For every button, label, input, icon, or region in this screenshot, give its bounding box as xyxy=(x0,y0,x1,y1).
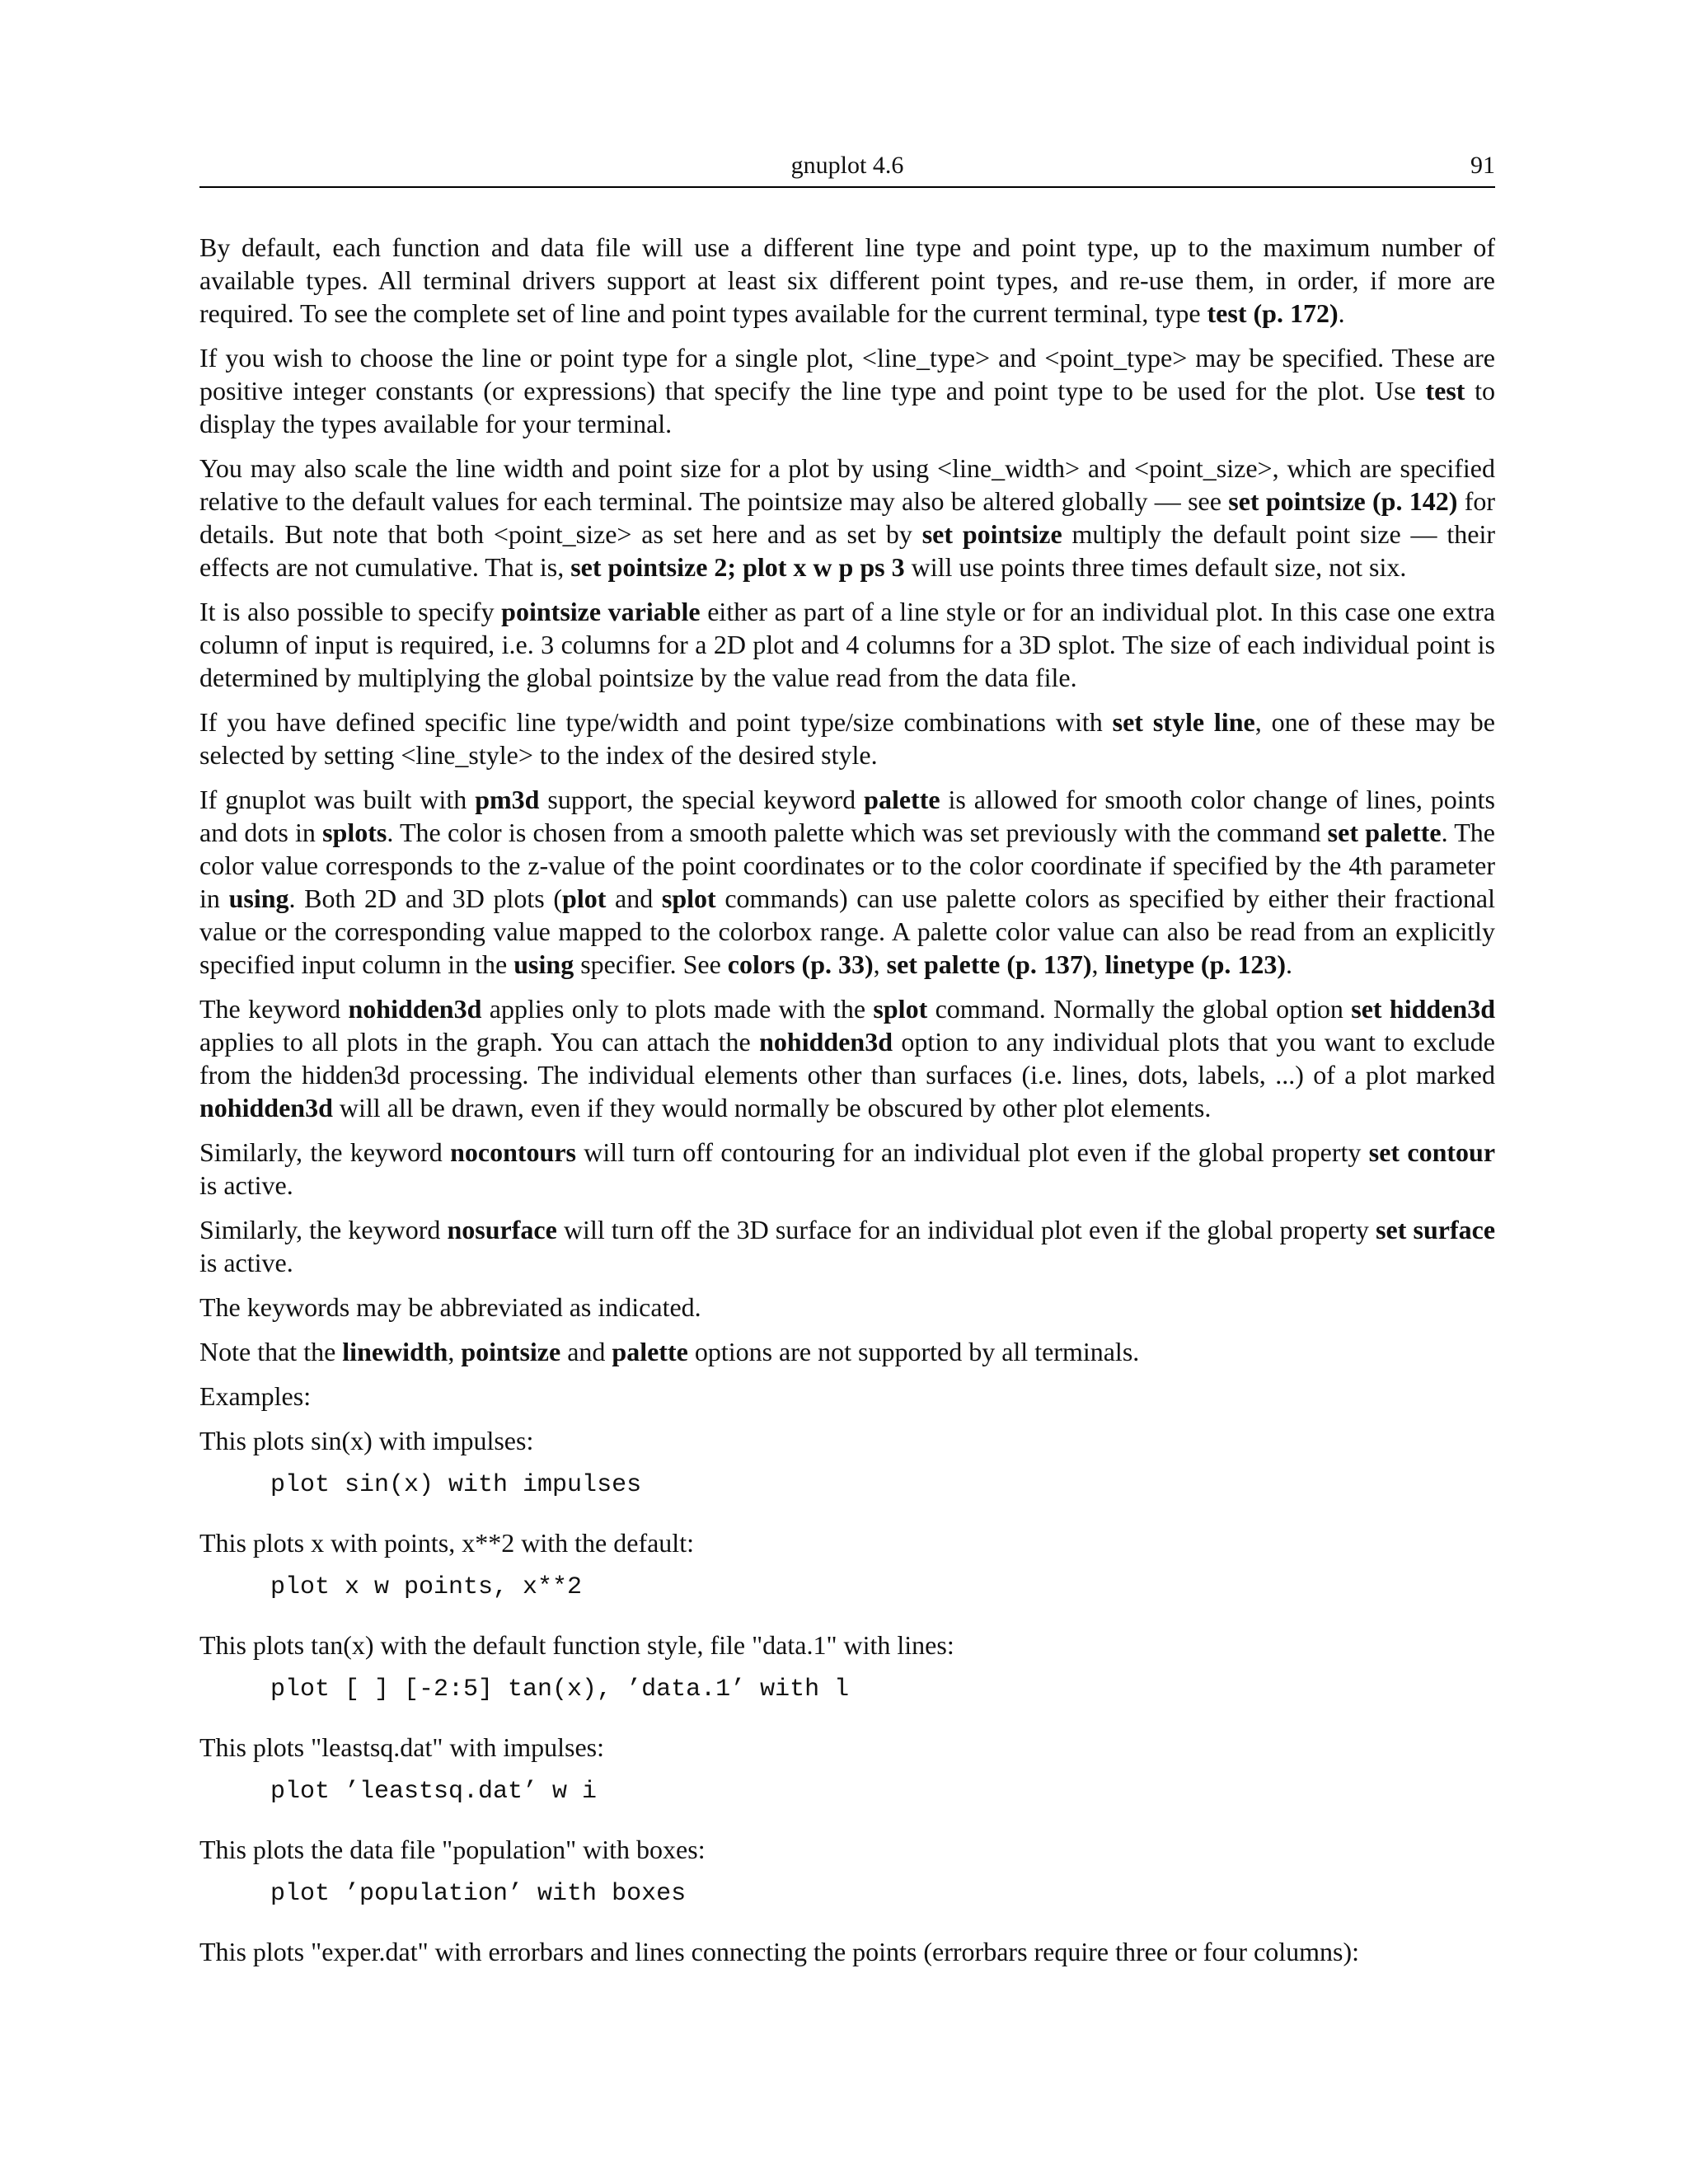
example-description: This plots sin(x) with impulses: xyxy=(199,1426,534,1455)
code-block: plot ’leastsq.dat’ w i xyxy=(270,1778,598,1806)
example-description: This plots the data file "population" with boxes: xyxy=(199,1835,706,1864)
paragraph-scale-width: You may also scale the line width and point size for a plot by using <line_width> and <point_size>, which are specified relative to the default values for each terminal. The pointsize may also be altered globally — see set pointsize (p. 142) for details. But note that both <point_size> as set here and as set by set pointsize multiply the default point size — their effects are not cumulative. That is, set pointsize 2; plot x w p ps 3 will use points three times default size, not six. xyxy=(199,453,1496,582)
example-description: This plots x with points, x**2 with the default: xyxy=(199,1528,694,1558)
paragraph-palette: If gnuplot was built with pm3d support, the special keyword palette is allowed for smooth color change of lines, points and dots in splots. The color is chosen from a smooth palette which was set previously with the command set palette. The color value corresponds to the z-value of the point coordinates or to the color coordinate if specified by the 4th parameter in using. Both 2D and 3D plots (plot and splot commands) can use palette colors as specified by either their fractional value or the corresponding value mapped to the colorbox range. A palette color value can also be read from an explicitly specified input column in the using specifier. See colors (p. 33), set palette (p. 137), linetype (p. 123). xyxy=(199,785,1496,979)
paragraph-errorbars: This plots "exper.dat" with errorbars and lines connecting the points (errorbars require three or four columns): xyxy=(199,1937,1360,1966)
paragraph-nohidden3d: The keyword nohidden3d applies only to plots made with the splot command. Normally the global option set hidden3d applies to all plots in the graph. You can attach the nohidden3d option to any individual plots that you want to exclude from the hidden3d processing. The individual elements other than surfaces (i.e. lines, dots, labels, ...) of a plot marked nohidden3d will all be drawn, even if they would normally be obscured by other plot elements. xyxy=(199,994,1496,1122)
code-block: plot [ ] [-2:5] tan(x), ’data.1’ with l xyxy=(270,1675,850,1704)
running-title: gnuplot 4.6 xyxy=(790,152,904,179)
page-header xyxy=(199,150,1495,188)
code-block: plot x w points, x**2 xyxy=(270,1573,583,1601)
page-number: 91 xyxy=(1470,152,1495,179)
paragraph-terminal-support: Note that the linewidth, pointsize and palette options are not supported by all terminals. xyxy=(199,1337,1140,1366)
code-block: plot sin(x) with impulses xyxy=(270,1471,642,1499)
paragraph-nocontours: Similarly, the keyword nocontours will turn off contouring for an individual plot even if the global property set contour is active. xyxy=(199,1137,1496,1200)
example-description: This plots tan(x) with the default function style, file "data.1" with lines: xyxy=(199,1630,954,1660)
ref-test: test (p. 172) xyxy=(1207,298,1339,328)
page-body xyxy=(199,231,1495,1980)
paragraph-pointsize-variable: It is also possible to specify pointsize variable either as part of a line style or for an individual plot. In this case one extra column of input is required, i.e. 3 columns for a 2D plot and 4 columns for a 3D splot. The size of each individual point is determined by multiplying the global pointsize by the value read from the data file. xyxy=(199,597,1496,692)
paragraph-choose-type: If you wish to choose the line or point type for a single plot, <line_type> and <point_type> may be specified. These are positive integer constants (or expressions) that specify the line type and point type to be used for the plot. Use test to display the types available for your terminal. xyxy=(199,343,1496,438)
code-block: plot ’population’ with boxes xyxy=(270,1880,687,1908)
paragraph-abbreviated: The keywords may be abbreviated as indicated. xyxy=(199,1292,701,1322)
example-description: This plots "leastsq.dat" with impulses: xyxy=(199,1732,604,1762)
paragraph-nosurface: Similarly, the keyword nosurface will turn off the 3D surface for an individual plot even if the global property set surface is active. xyxy=(199,1215,1496,1277)
paragraph-default-types: By default, each function and data file will use a different line type and point type, up to the maximum number of available types. All terminal drivers support at least six different point types, and re-use them, in order, if more are required. To see the complete set of line and point types available for the current terminal, type test (p. 172). xyxy=(199,232,1495,328)
paragraph-line-style: If you have defined specific line type/width and point type/size combinations with set style line, one of these may be selected by setting <line_style> to the index of the desired style. xyxy=(199,707,1496,770)
examples-heading: Examples: xyxy=(199,1381,312,1411)
